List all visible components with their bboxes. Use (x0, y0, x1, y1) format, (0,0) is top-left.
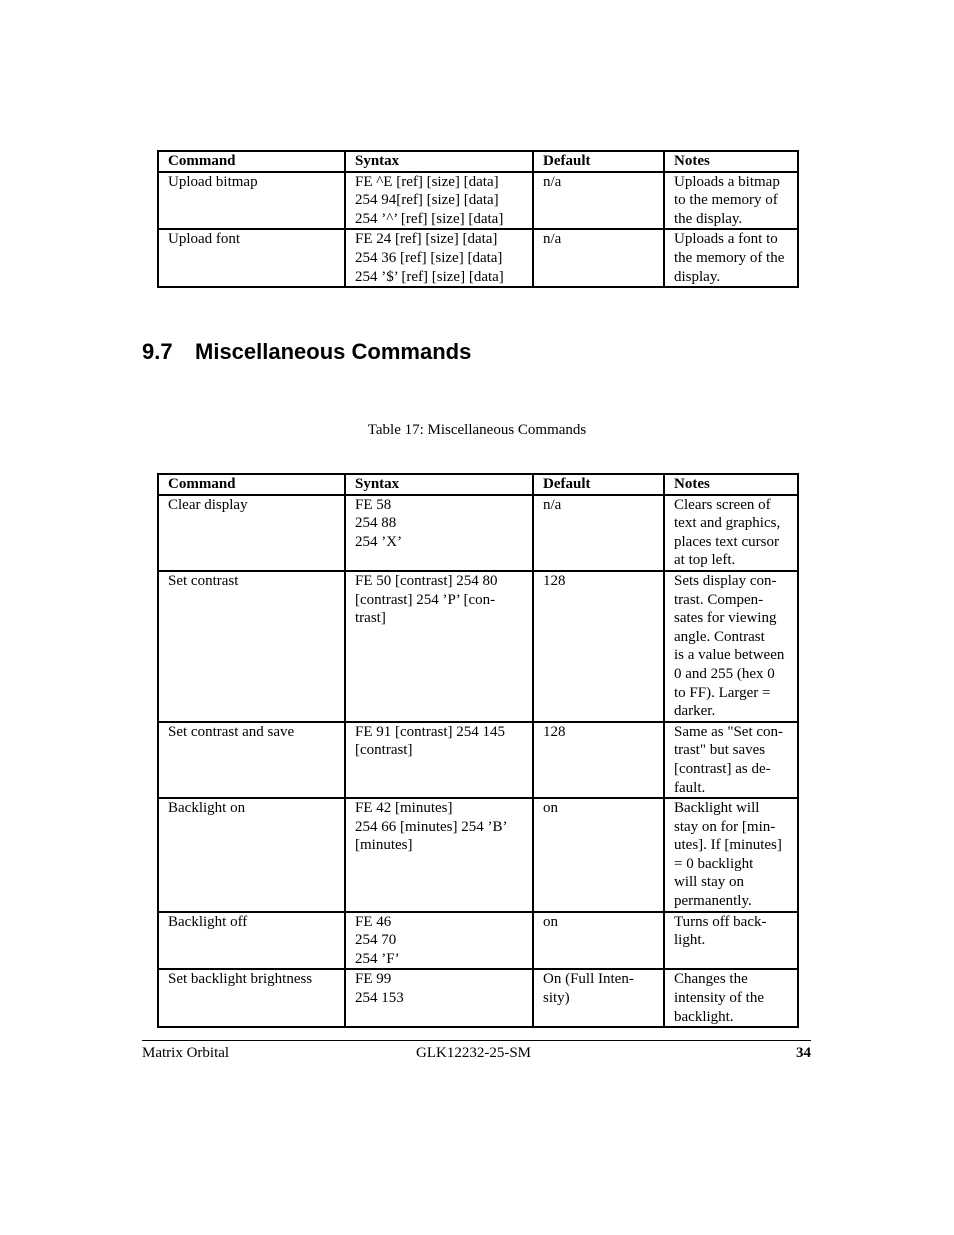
default-cell (533, 969, 664, 1027)
syntax-line: FE 24 [ref] [size] [data] (355, 231, 498, 248)
page-number: 34 (796, 1045, 811, 1061)
section-heading (142, 339, 471, 365)
table-row (158, 172, 798, 230)
notes-line: permanently. (674, 893, 752, 910)
notes-cell (664, 969, 798, 1027)
header-default: Default (533, 151, 664, 172)
default-cell: 128 (533, 571, 664, 722)
command-cell: Backlight off (158, 912, 345, 970)
notes-line: text and graphics, (674, 515, 781, 532)
notes-line: [contrast] as de- (674, 760, 771, 777)
notes-line: the memory of the (674, 249, 785, 266)
notes-line: 0 and 255 (hex 0 (674, 665, 775, 682)
notes-line: is a value between (674, 647, 785, 664)
header-syntax: Syntax (345, 151, 533, 172)
syntax-line: 254 94[ref] [size] [data] (355, 192, 499, 209)
default-cell: n/a (533, 229, 664, 287)
command-cell: Set backlight brightness (158, 969, 345, 1027)
syntax-line: 254 70 (355, 932, 397, 949)
command-cell: Set contrast (158, 571, 345, 722)
misc-commands-table (157, 473, 799, 1028)
notes-line: Uploads a font to (674, 231, 778, 248)
command-cell: Upload bitmap (158, 172, 345, 230)
table-row (158, 798, 798, 912)
syntax-line: [minutes] (355, 837, 413, 854)
table-header-row (158, 474, 798, 495)
notes-cell (664, 172, 798, 230)
section-number: 9.7 (142, 339, 173, 364)
notes-line: light. (674, 932, 706, 949)
notes-line: fault. (674, 779, 706, 796)
table-header-row (158, 151, 798, 172)
header-syntax: Syntax (345, 474, 533, 495)
syntax-line: 254 66 [minutes] 254 ’B’ (355, 818, 508, 835)
footer-rule (142, 1040, 811, 1041)
command-cell: Upload font (158, 229, 345, 287)
syntax-line: 254 ’F’ (355, 950, 400, 967)
syntax-line: 254 ’$’ [ref] [size] [data] (355, 268, 504, 285)
notes-line: the display. (674, 210, 743, 227)
syntax-line: [contrast] (355, 742, 413, 759)
syntax-line: 254 ’^’ [ref] [size] [data] (355, 210, 504, 227)
notes-line: to FF). Larger = (674, 684, 771, 701)
syntax-line: 254 ’X’ (355, 533, 403, 550)
notes-cell (664, 722, 798, 798)
table-row (158, 229, 798, 287)
syntax-cell (345, 229, 533, 287)
default-line: sity) (543, 990, 570, 1007)
command-cell: Set contrast and save (158, 722, 345, 798)
default-cell: on (533, 798, 664, 912)
notes-line: = 0 backlight (674, 855, 754, 872)
syntax-line: trast] (355, 610, 386, 627)
table-caption: Table 17: Miscellaneous Commands (367, 422, 587, 438)
syntax-line: FE 50 [contrast] 254 80 (355, 572, 498, 589)
syntax-cell (345, 495, 533, 571)
notes-line: angle. Contrast (674, 628, 765, 645)
notes-line: will stay on (674, 874, 744, 891)
notes-line: display. (674, 268, 721, 285)
bitmap-commands-table (157, 150, 799, 288)
notes-line: Clears screen of (674, 496, 771, 513)
notes-line: Sets display con- (674, 572, 777, 589)
header-notes: Notes (664, 474, 798, 495)
notes-line: stay on for [min- (674, 818, 776, 835)
notes-line: darker. (674, 703, 716, 720)
syntax-cell (345, 722, 533, 798)
syntax-line: FE 91 [contrast] 254 145 (355, 723, 505, 740)
footer-company: Matrix Orbital (142, 1045, 230, 1061)
notes-line: intensity of the (674, 990, 764, 1007)
syntax-cell (345, 571, 533, 722)
notes-cell (664, 571, 798, 722)
syntax-line: [contrast] 254 ’P’ [con- (355, 591, 496, 608)
section-title: Miscellaneous Commands (195, 339, 472, 364)
table-row (158, 495, 798, 571)
table-row (158, 969, 798, 1027)
header-command: Command (158, 474, 345, 495)
notes-line: trast" but saves (674, 742, 766, 759)
syntax-cell (345, 798, 533, 912)
notes-line: trast. Compen- (674, 591, 764, 608)
notes-cell (664, 912, 798, 970)
default-cell: n/a (533, 172, 664, 230)
notes-cell (664, 495, 798, 571)
table-row (158, 571, 798, 722)
notes-line: utes]. If [minutes] (674, 837, 782, 854)
notes-line: places text cursor (674, 533, 779, 550)
syntax-cell (345, 969, 533, 1027)
header-notes: Notes (664, 151, 798, 172)
syntax-line: 254 36 [ref] [size] [data] (355, 249, 503, 266)
syntax-line: FE 42 [minutes] (355, 800, 453, 817)
notes-line: at top left. (674, 552, 736, 569)
notes-cell (664, 229, 798, 287)
syntax-line: 254 153 (355, 990, 404, 1007)
syntax-line: FE 58 (355, 496, 392, 513)
command-cell: Clear display (158, 495, 345, 571)
default-line: On (Full Inten- (543, 971, 634, 988)
syntax-line: 254 88 (355, 515, 397, 532)
syntax-cell (345, 912, 533, 970)
default-cell: on (533, 912, 664, 970)
syntax-cell (345, 172, 533, 230)
header-default: Default (533, 474, 664, 495)
command-cell: Backlight on (158, 798, 345, 912)
notes-line: Backlight will (674, 800, 760, 817)
syntax-line: FE 99 (355, 971, 392, 988)
syntax-line: FE 46 (355, 913, 392, 930)
notes-line: Uploads a bitmap (674, 173, 780, 190)
notes-cell (664, 798, 798, 912)
footer-document-id: GLK12232-25-SM (416, 1045, 531, 1061)
syntax-line: FE ^E [ref] [size] [data] (355, 173, 499, 190)
table-row (158, 912, 798, 970)
default-cell: n/a (533, 495, 664, 571)
notes-line: Changes the (674, 971, 748, 988)
default-cell: 128 (533, 722, 664, 798)
notes-line: Turns off back- (674, 913, 767, 930)
header-command: Command (158, 151, 345, 172)
notes-line: to the memory of (674, 192, 778, 209)
notes-line: backlight. (674, 1008, 734, 1025)
table-row (158, 722, 798, 798)
notes-line: Same as "Set con- (674, 723, 784, 740)
notes-line: sates for viewing (674, 610, 777, 627)
